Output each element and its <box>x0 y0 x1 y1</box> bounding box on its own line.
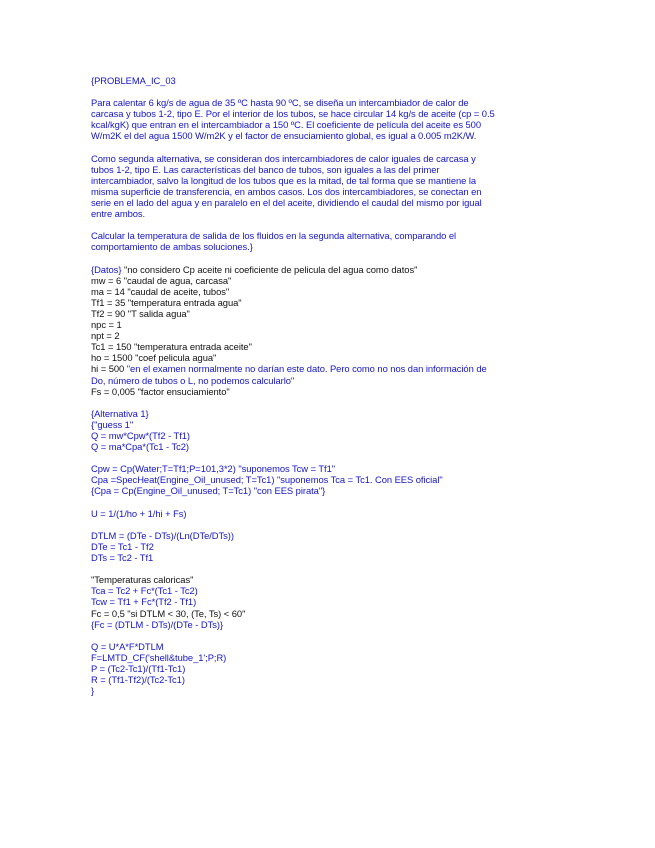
code-segment: ho = 1500 "coef pelicula agua" <box>91 352 217 364</box>
code-line <box>91 585 561 596</box>
code-segment: Tf2 = 90 "T salida agua" <box>91 307 190 319</box>
code-line <box>91 463 561 474</box>
code-comment-segment: Tcw = Tf1 + Fc*(Tf2 - Tf1) <box>91 596 197 608</box>
problem-text-line: comportamiento de ambas soluciones.} <box>91 241 253 253</box>
code-segment: "Temperaturas caloricas" <box>91 574 194 586</box>
code-segment: ma = 14 "caudal de aceite, tubos" <box>91 285 230 297</box>
code-line <box>91 408 561 419</box>
ees-code-listing <box>91 75 561 696</box>
code-line <box>91 275 561 286</box>
code-comment-segment: Cpw = Cp(Water;T=Tf1;P=101,3*2) "suponemos Tcw = Tf1" <box>91 463 336 475</box>
code-segment: Fc = 0,5 "si DTLM < 30, (Te, Ts) < 60" <box>91 607 246 619</box>
code-line <box>91 297 561 308</box>
code-comment-segment: {Fc = (DTLM - DTs)/(DTe - DTs)} <box>91 618 224 630</box>
problem-text-line: serie en el lado del agua y en paralelo en el del aceite, dividiendo el caudal del mismo por igual <box>91 197 482 209</box>
code-line <box>91 286 561 297</box>
code-line <box>91 485 561 496</box>
blank-line <box>91 86 561 97</box>
code-segment: Tc1 = 150 "temperatura entrada aceite" <box>91 341 252 353</box>
code-segment: hi = 500 <box>91 363 127 375</box>
code-comment-segment: } <box>91 685 95 697</box>
code-line <box>91 352 561 363</box>
code-comment-segment: P = (Tc2-Tc1)/(Tf1-Tc1) <box>91 662 186 674</box>
problem-text-line: carcasa y tubos 1-2, tipo E. Por el interior de los tubos, se hace circular 14 kg/s de aceite (cp = 0.5 <box>91 108 495 120</box>
code-line <box>91 308 561 319</box>
code-comment-segment: DTLM = (DTe - DTs)/(Ln(DTe/DTs)) <box>91 529 234 541</box>
code-line <box>91 652 561 663</box>
problem-text-line: intercambiador, salvo la longitud de los tubos que es la mitad, de tal forma que se mantiene la <box>91 174 477 186</box>
code-line <box>91 574 561 585</box>
code-line <box>91 663 561 674</box>
problem-text-line: Calcular la temperatura de salida de los fluidos en la segunda alternativa, comparando el <box>91 230 457 242</box>
code-comment-segment: F=LMTD_CF('shell&tube_1';P;R) <box>91 651 227 663</box>
code-line <box>91 541 561 552</box>
code-line <box>91 330 561 341</box>
code-line <box>91 375 561 386</box>
code-line <box>91 508 561 519</box>
code-comment-segment: Q = mw*Cpw*(Tf2 - Tf1) <box>91 430 191 441</box>
blank-line <box>91 452 561 463</box>
code-segment: mw = 6 "caudal de agua, carcasa" <box>91 274 232 286</box>
problem-text-line: W/m2K el del agua 1500 W/m2K y el factor de ensuciamiento global, es igual a 0.005 m2K/W. <box>91 130 477 142</box>
blank-line <box>91 497 561 508</box>
code-line <box>91 685 561 696</box>
code-comment-segment: "en el examen normalmente no darían este dato. Pero como no nos dan información de <box>126 363 487 375</box>
blank-line <box>91 397 561 408</box>
code-line <box>91 264 561 275</box>
code-comment-segment: R = (Tf1-Tf2)/(Tc2-Tc1) <box>91 674 185 686</box>
code-segment: npc = 1 <box>91 319 122 331</box>
code-comment-segment: {Datos} <box>91 263 122 275</box>
blank-line <box>91 219 561 230</box>
code-comment-segment: Do, número de tubos o L, no podemos calcularlo" <box>91 374 295 386</box>
code-comment-segment: {Alternativa 1} <box>91 407 149 419</box>
code-line <box>91 619 561 630</box>
code-comment-segment: {"guess 1" <box>91 418 134 430</box>
code-segment: Tf1 = 35 "temperatura entrada agua" <box>91 296 242 308</box>
code-comment-segment: {Cpa = Cp(Engine_Oil_unused; T=Tc1) "con EES pirata"} <box>91 485 326 497</box>
blank-line <box>91 253 561 264</box>
code-line <box>91 341 561 352</box>
problem-text-line: misma superficie de transferencia, en ambos casos. Los dos intercambiadores, se conectan en <box>91 185 482 197</box>
code-segment: npt = 2 <box>91 330 120 342</box>
code-line <box>91 419 561 430</box>
code-line <box>91 474 561 485</box>
code-line <box>91 386 561 397</box>
blank-line <box>91 630 561 641</box>
problem-text-line: kcal/kgK) que entran en el intercambiador a 150 ºC. El coeficiente de película del aceite es 500 <box>91 119 482 131</box>
problem-text-line: Para calentar 6 kg/s de agua de 35 ºC hasta 90 ºC, se diseña un intercambiador de calor de <box>91 97 469 109</box>
code-line <box>91 552 561 563</box>
code-line <box>91 674 561 685</box>
code-comment-segment: Q = ma*Cpa*(Tc1 - Tc2) <box>91 441 189 453</box>
code-line <box>91 641 561 652</box>
code-comment-segment: U = 1/(1/ho + 1/hi + Fs) <box>91 507 187 519</box>
code-line <box>91 430 561 441</box>
code-line <box>91 596 561 607</box>
code-comment-segment: DTe = Tc1 - Tf2 <box>91 540 154 552</box>
code-segment: Fs = 0,005 "factor ensuciamiento" <box>91 385 230 397</box>
problem-text-line: Como segunda alternativa, se consideran dos intercambiadores de calor iguales de carcasa y <box>91 152 476 164</box>
blank-line <box>91 142 561 153</box>
code-segment: "no considero Cp aceite ni coeficiente de pelicula del agua como datos" <box>121 263 418 275</box>
code-line <box>91 441 561 452</box>
code-comment-segment: Tca = Tc2 + Fc*(Tc1 - Tc2) <box>91 585 198 597</box>
code-line <box>91 363 561 374</box>
blank-line <box>91 563 561 574</box>
blank-line <box>91 519 561 530</box>
code-comment-segment: Cpa =SpecHeat(Engine_Oil_unused; T=Tc1) "suponemos Tca = Tc1. Con EES oficial" <box>91 474 443 486</box>
problem-text-line: tubos 1-2, tipo E. Las características del banco de tubos, son iguales a las del primer <box>91 163 440 175</box>
code-comment-segment: Q = U*A*F*DTLM <box>91 640 164 652</box>
code-comment-segment: DTs = Tc2 - Tf1 <box>91 552 154 564</box>
problem-text-line: entre ambos. <box>91 208 146 220</box>
code-line <box>91 530 561 541</box>
code-line <box>91 608 561 619</box>
problem-text-line: {PROBLEMA_IC_03 <box>91 75 176 86</box>
code-line <box>91 319 561 330</box>
